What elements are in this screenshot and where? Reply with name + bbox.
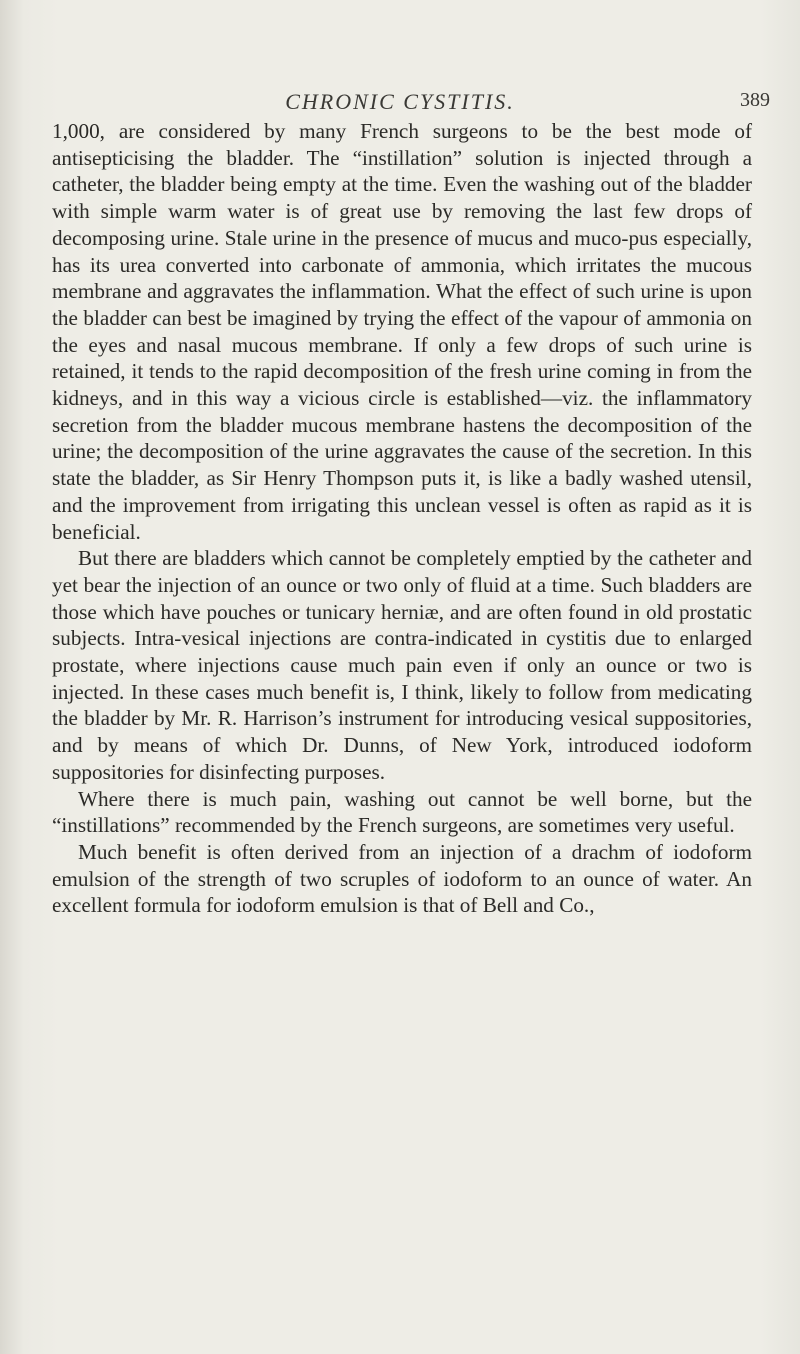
paragraph-1: 1,000, are considered by many French surgeons to be the best mode of antisepticising the bladder. The “instillation” solution is injected through a catheter, the bladder being empty at the time. Even the washing out of the bladder with simple warm water is of great use by removing the last few drops of decomposing urine. Stale urine in the presence of mucus and muco-pus especially, has its urea converted into carbonate of ammonia, which irritates the mucous membrane and aggravates the inflammation. What the effect of such urine is upon the bladder can best be imagined by trying the effect of the vapour of ammonia on the eyes and nasal mucous membrane. If only a few drops of such urine is retained, it tends to the rapid decomposition of the fresh urine coming in from the kidneys, and in this way a vicious circle is established—viz. the inflammatory secretion from the bladder mucous membrane hastens the decomposition of the urine; the decomposition of the urine aggravates the cause of the secretion. In this state the bladder, as Sir Henry Thompson puts it, is like a badly washed utensil, and the improvement from irrigating this unclean vessel is often as rapid as it is beneficial. — [52, 119, 752, 544]
page-header — [30, 89, 770, 119]
running-head: CHRONIC CYSTITIS. — [285, 89, 515, 114]
paragraph-3: Where there is much pain, washing out cannot be well borne, but the “instillations” recommended by the French surgeons, are sometimes very useful. — [52, 786, 752, 838]
page-number: 389 — [740, 89, 770, 111]
body-text — [52, 118, 752, 919]
paragraph-2: But there are bladders which cannot be completely emptied by the catheter and yet bear the injection of an ounce or two only of fluid at a time. Such bladders are those which have pouches or tunicary herniæ, and are often found in old prostatic subjects. Intra-vesical injections are contra-indicated in cystitis due to enlarged prostate, where injections cause much pain even if only an ounce or two is injected. In these cases much benefit is, I think, likely to follow from medicating the bladder by Mr. R. Harrison’s instrument for introducing vesical suppositories, and by means of which Dr. Dunns, of New York, introduced iodoform suppositories for disinfecting purposes. — [52, 546, 752, 784]
paragraph-4: Much benefit is often derived from an injection of a drachm of iodoform emulsion of the strength of two scruples of iodoform to an ounce of water. An excellent formula for iodoform emulsion is that of Bell and Co., — [52, 839, 752, 918]
